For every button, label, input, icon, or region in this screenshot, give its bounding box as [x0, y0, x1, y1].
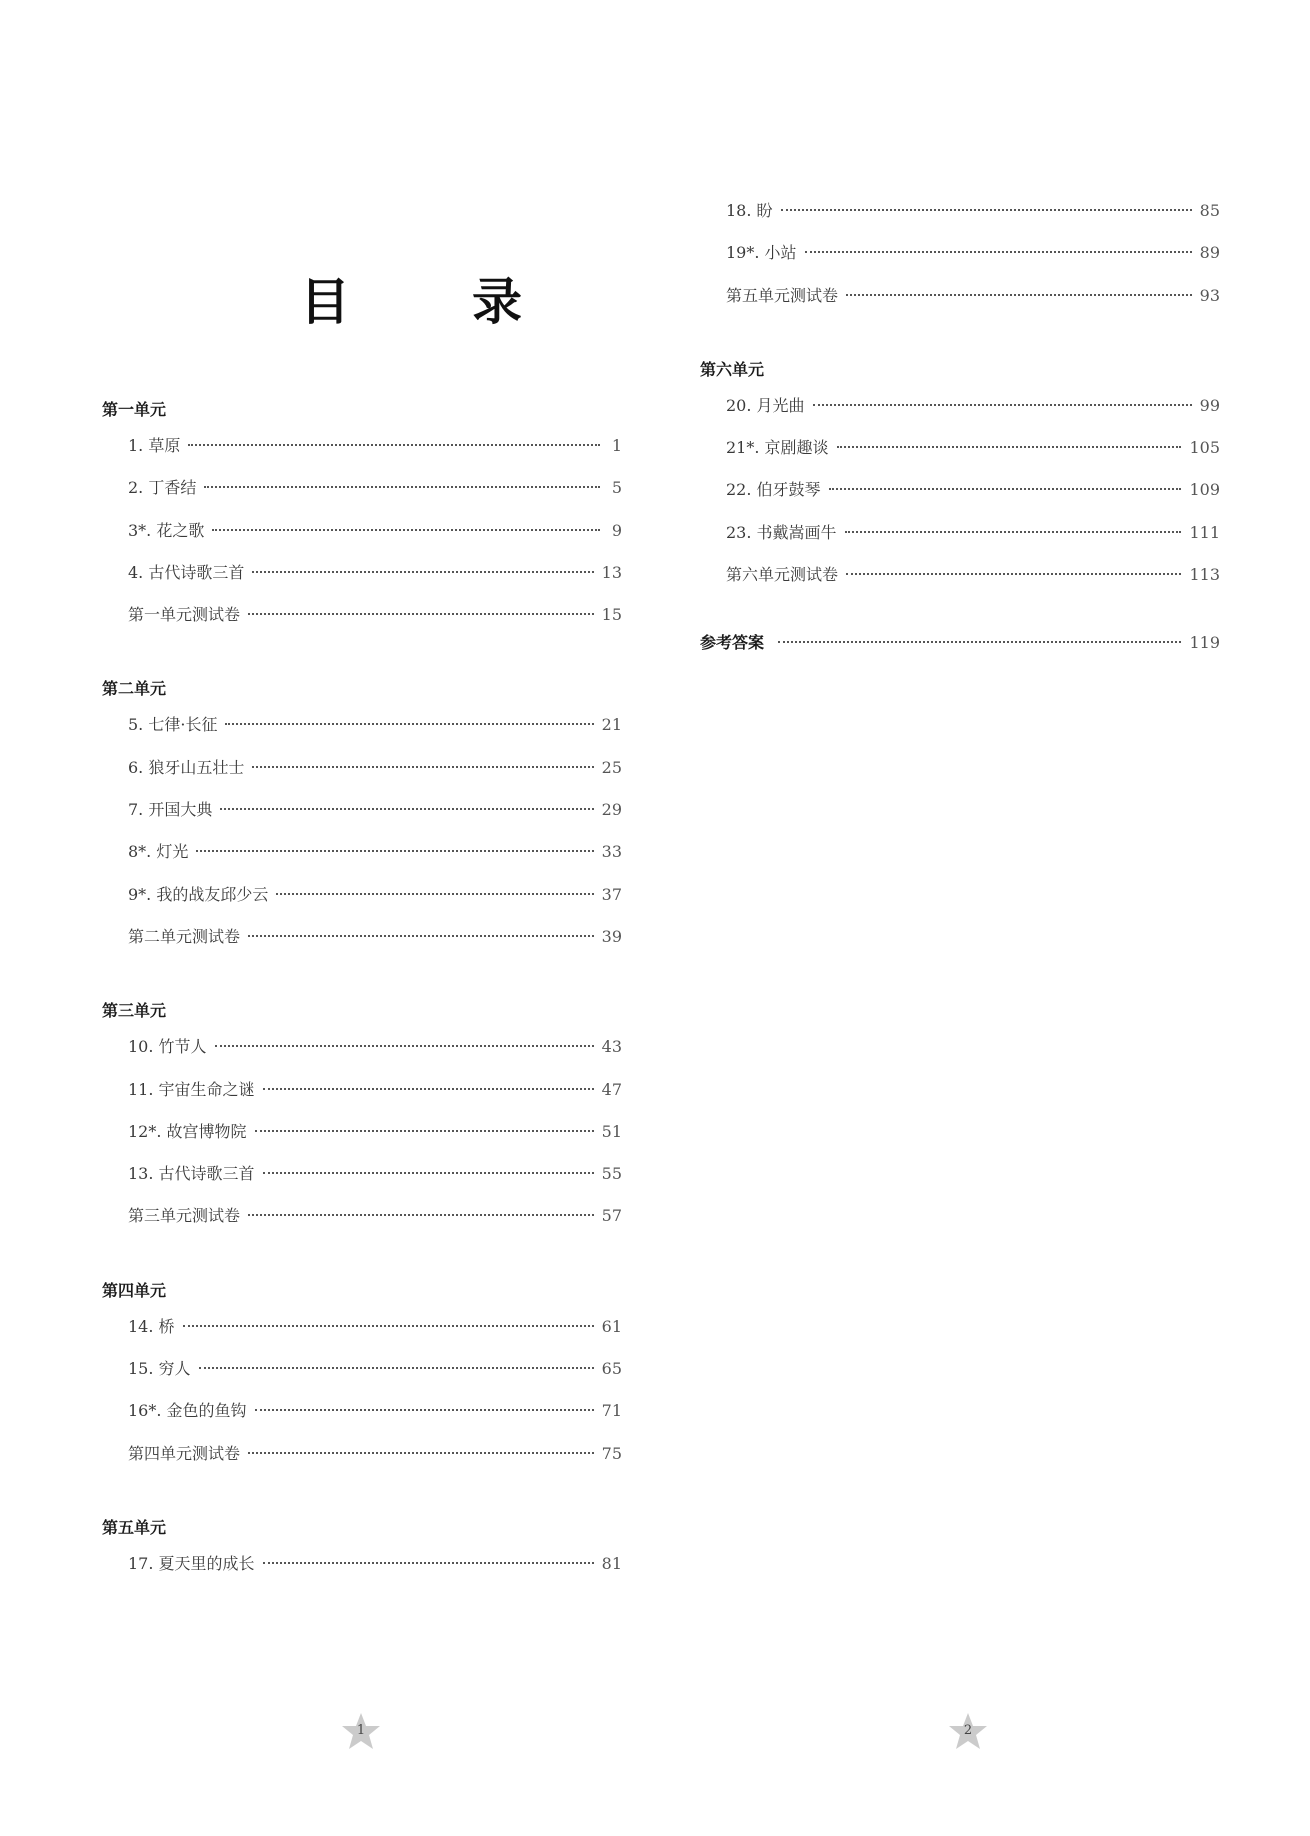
dot-leader: [188, 444, 600, 446]
entry-page: 37: [601, 884, 622, 904]
toc-entry[interactable]: [102, 831, 622, 873]
dot-leader: [255, 1130, 594, 1132]
dot-leader: [805, 251, 1192, 253]
toc-section-answers: [700, 622, 1220, 664]
entry-title: 3*. 花之歌: [128, 520, 205, 540]
dot-leader: [263, 1562, 594, 1564]
dot-leader: [225, 723, 593, 725]
entry-title: 17. 夏天里的成长: [128, 1553, 255, 1573]
toc-entry[interactable]: [102, 874, 622, 916]
section-heading: 第二单元: [102, 679, 167, 699]
dot-leader: [276, 893, 593, 895]
entry-page: 47: [601, 1079, 622, 1099]
toc-entry[interactable]: [700, 554, 1220, 596]
toc-entry[interactable]: [700, 512, 1220, 554]
dot-leader: [781, 209, 1192, 211]
entry-title: 2. 丁香结: [128, 478, 197, 498]
toc-section-unit-4: [102, 1276, 622, 1475]
section-heading: 第六单元: [700, 359, 765, 379]
toc-entry[interactable]: [102, 1026, 622, 1068]
entry-page: 111: [1189, 522, 1220, 542]
dot-leader: [212, 529, 600, 531]
entry-title: 第一单元测试卷: [128, 605, 241, 625]
toc-section-unit-2: [102, 674, 622, 958]
entry-title: 1. 草原: [128, 436, 181, 455]
dot-leader: [263, 1088, 594, 1090]
entry-title: 13. 古代诗歌三首: [128, 1164, 255, 1184]
entry-page: 5: [611, 478, 622, 498]
entry-page: 13: [601, 562, 622, 582]
toc-entry[interactable]: [102, 1069, 622, 1111]
dot-leader: [846, 294, 1192, 296]
entry-page: 1: [611, 436, 622, 455]
dot-leader: [204, 486, 600, 488]
entry-title: 11. 宇宙生命之谜: [128, 1079, 255, 1099]
entry-title: 9*. 我的战友邱少云: [128, 884, 269, 904]
entry-title: 7. 开国大典: [128, 800, 213, 820]
entry-title: 22. 伯牙鼓琴: [726, 480, 821, 500]
entry-page: 89: [1199, 243, 1220, 263]
entry-title: 19*. 小站: [726, 243, 797, 263]
entry-page: 33: [601, 842, 622, 862]
toc-entry[interactable]: [102, 594, 622, 636]
entry-page: 71: [601, 1401, 622, 1421]
entry-page: 29: [601, 800, 622, 820]
toc-entry[interactable]: [102, 704, 622, 746]
section-heading: 第三单元: [102, 1001, 167, 1021]
entry-title: 6. 狼牙山五壮士: [128, 757, 245, 777]
dot-leader: [196, 850, 593, 852]
entry-title: 15. 穷人: [128, 1359, 191, 1379]
entry-title: 16*. 金色的鱼钩: [128, 1401, 247, 1421]
entry-title: 第四单元测试卷: [128, 1443, 241, 1463]
entry-title: 参考答案: [700, 633, 765, 653]
toc-entry[interactable]: [102, 1348, 622, 1390]
entry-page: 81: [601, 1553, 622, 1573]
toc-entry-answers[interactable]: [700, 622, 1220, 664]
entry-title: 4. 古代诗歌三首: [128, 562, 245, 582]
toc-entry[interactable]: [700, 275, 1220, 317]
entry-page: 99: [1199, 395, 1220, 415]
toc-section-unit-3: [102, 996, 622, 1237]
dot-leader: [837, 446, 1182, 448]
dot-leader: [215, 1045, 594, 1047]
entry-page: 39: [601, 926, 622, 946]
entry-title: 23. 书戴嵩画牛: [726, 522, 837, 542]
dot-leader: [263, 1172, 594, 1174]
entry-page: 57: [601, 1206, 622, 1226]
page-title: 目 录: [300, 273, 558, 331]
dot-leader: [252, 766, 593, 768]
entry-title: 第六单元测试卷: [726, 565, 839, 585]
entry-page: 85: [1199, 201, 1220, 220]
entry-page: 43: [601, 1037, 622, 1057]
dot-leader: [829, 488, 1182, 490]
toc-entry[interactable]: [700, 232, 1220, 274]
dot-leader: [199, 1367, 594, 1369]
entry-title: 12*. 故宫博物院: [128, 1121, 247, 1141]
toc-entry[interactable]: [102, 916, 622, 958]
dot-leader: [778, 641, 1181, 643]
toc-entry[interactable]: [102, 1306, 622, 1348]
entry-page: 25: [601, 757, 622, 777]
entry-page: 113: [1189, 565, 1220, 585]
dot-leader: [846, 573, 1181, 575]
toc-entry[interactable]: [700, 385, 1220, 427]
entry-title: 5. 七律·长征: [128, 715, 218, 735]
entry-title: 20. 月光曲: [726, 395, 805, 415]
toc-entry[interactable]: [700, 190, 1220, 232]
entry-page: 109: [1189, 480, 1220, 500]
page-number: 1: [356, 1723, 366, 1738]
entry-title: 14. 桥: [128, 1316, 175, 1336]
dot-leader: [255, 1409, 594, 1411]
toc-entry[interactable]: [102, 789, 622, 831]
page-number: 2: [963, 1723, 973, 1738]
entry-title: 10. 竹节人: [128, 1037, 207, 1057]
entry-page: 119: [1189, 633, 1220, 653]
entry-page: 51: [601, 1121, 622, 1141]
toc-right-column: [700, 190, 1220, 665]
toc-section-unit-5: [102, 1513, 622, 1585]
toc-entry[interactable]: [700, 427, 1220, 469]
entry-title: 第二单元测试卷: [128, 926, 241, 946]
dot-leader: [248, 1214, 594, 1216]
toc-entry[interactable]: [102, 747, 622, 789]
toc-entry[interactable]: [102, 1153, 622, 1195]
toc-entry[interactable]: [102, 510, 622, 552]
section-heading: 第一单元: [102, 400, 167, 419]
entry-title: 18. 盼: [726, 201, 773, 220]
dot-leader: [248, 613, 594, 615]
entry-page: 93: [1199, 285, 1220, 305]
toc-entry[interactable]: [102, 425, 622, 467]
entry-page: 9: [611, 520, 622, 540]
entry-title: 第五单元测试卷: [726, 285, 839, 305]
section-heading: 第四单元: [102, 1280, 167, 1300]
dot-leader: [813, 404, 1192, 406]
dot-leader: [248, 935, 594, 937]
dot-leader: [220, 808, 593, 810]
entry-title: 21*. 京剧趣谈: [726, 438, 829, 458]
toc-entry[interactable]: [102, 552, 622, 594]
toc-entry[interactable]: [102, 1433, 622, 1475]
entry-page: 21: [601, 715, 622, 735]
toc-entry[interactable]: [102, 1111, 622, 1153]
entry-page: 75: [601, 1443, 622, 1463]
toc-entry[interactable]: [102, 467, 622, 509]
entry-page: 15: [601, 605, 622, 625]
toc-section-unit-6: [700, 355, 1220, 596]
toc-entry[interactable]: [700, 469, 1220, 511]
page-number-star-right: [948, 1712, 988, 1750]
dot-leader: [248, 1452, 594, 1454]
toc-section-unit-5-continued: [700, 190, 1220, 317]
page-number-star-left: [341, 1712, 381, 1750]
toc-section-unit-1: [102, 395, 622, 636]
toc-entry[interactable]: [102, 1195, 622, 1237]
dot-leader: [183, 1325, 594, 1327]
section-heading: 第五单元: [102, 1517, 167, 1537]
entry-page: 55: [601, 1164, 622, 1184]
dot-leader: [252, 571, 593, 573]
entry-title: 8*. 灯光: [128, 842, 189, 862]
entry-page: 105: [1189, 438, 1220, 458]
toc-entry[interactable]: [102, 1390, 622, 1432]
dot-leader: [845, 531, 1182, 533]
entry-title: 第三单元测试卷: [128, 1206, 241, 1226]
entry-page: 61: [601, 1316, 622, 1336]
toc-entry[interactable]: [102, 1543, 622, 1585]
entry-page: 65: [601, 1359, 622, 1379]
toc-left-column: [102, 395, 622, 1585]
